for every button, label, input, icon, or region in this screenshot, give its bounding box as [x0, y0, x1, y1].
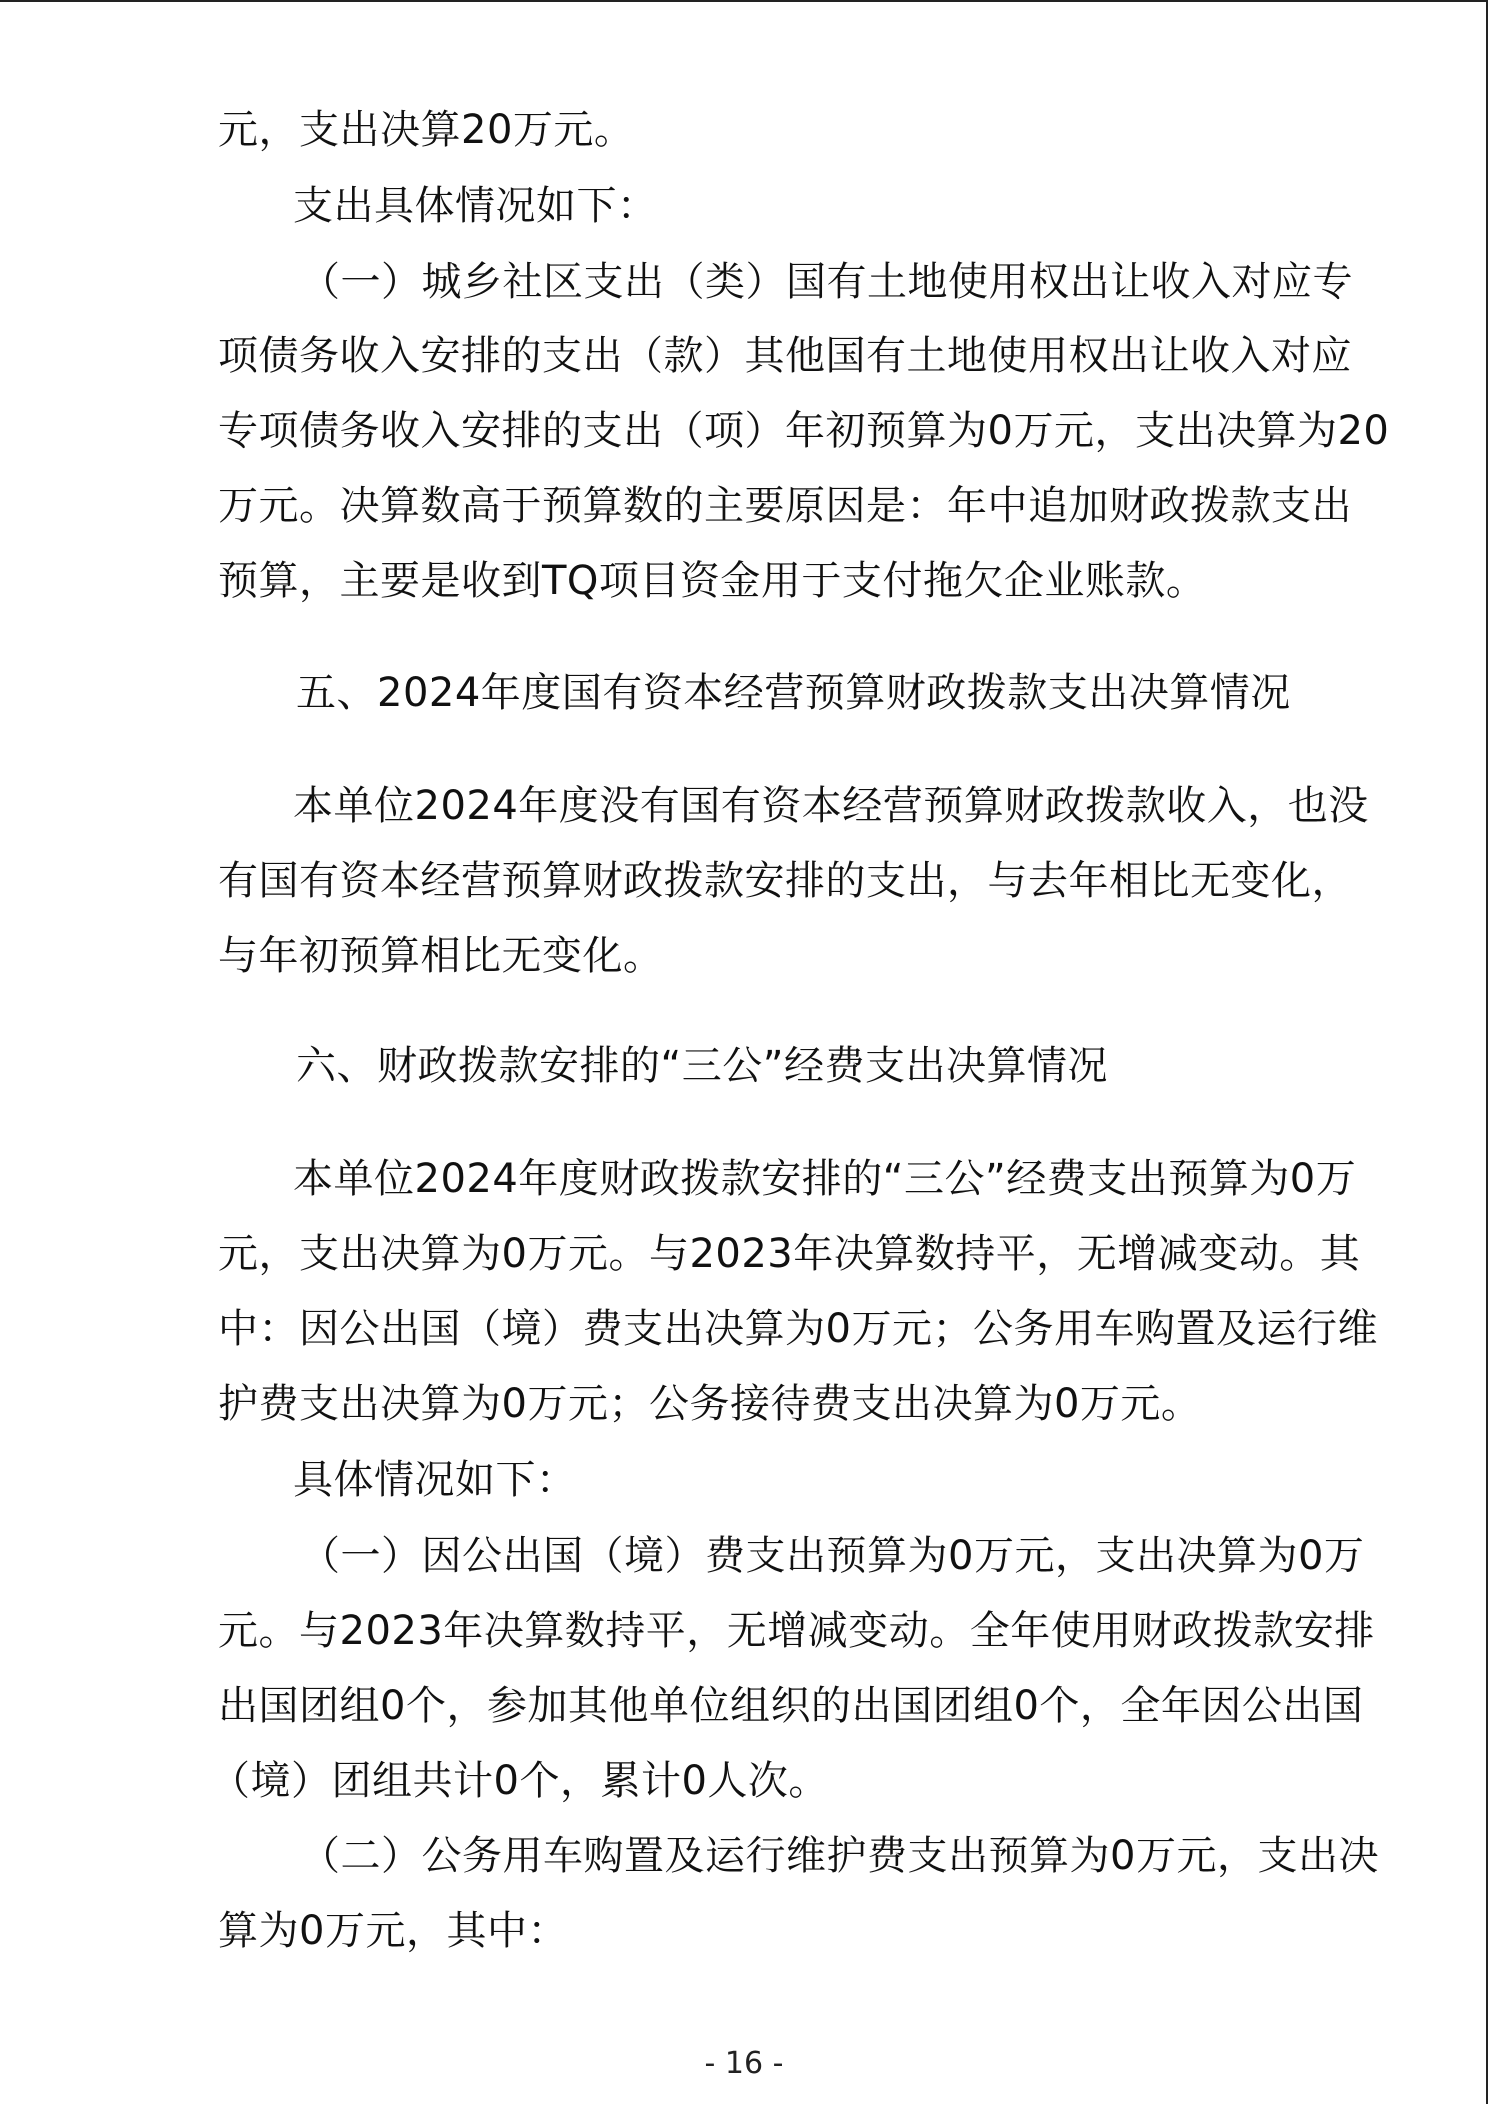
paragraph-line: 项债务收入安排的支出（款）其他国有土地使用权出让收入对应 [218, 333, 1352, 379]
paragraph-line: 与年初预算相比无变化。 [218, 933, 664, 979]
paragraph-line: 元，支出决算20万元。 [218, 107, 635, 153]
paragraph-line: 本单位2024年度财政拨款安排的“三公”经费支出预算为0万 [293, 1156, 1357, 1202]
paragraph-line: 本单位2024年度没有国有资本经营预算财政拨款收入，也没 [293, 783, 1369, 829]
section-heading: 六、财政拨款安排的“三公”经费支出决算情况 [296, 1043, 1108, 1089]
paragraph-line: 支出具体情况如下： [293, 183, 658, 229]
paragraph-line: （境）团组共计0个，累计0人次。 [210, 1758, 829, 1804]
paragraph-line: 预算，主要是收到TQ项目资金用于支付拖欠企业账款。 [218, 558, 1207, 604]
paragraph-line: 专项债务收入安排的支出（项）年初预算为0万元，支出决算为20 [218, 408, 1390, 454]
paragraph-line: 中：因公出国（境）费支出决算为0万元；公务用车购置及运行维 [218, 1306, 1378, 1352]
section-heading: 五、2024年度国有资本经营预算财政拨款支出决算情况 [296, 670, 1291, 716]
paragraph-line: 具体情况如下： [293, 1457, 577, 1503]
paragraph-line: （一）因公出国（境）费支出预算为0万元，支出决算为0万 [300, 1533, 1365, 1579]
paragraph-line: 万元。决算数高于预算数的主要原因是：年中追加财政拨款支出 [218, 483, 1352, 529]
paragraph-line: （二）公务用车购置及运行维护费支出预算为0万元，支出决 [300, 1833, 1379, 1879]
paragraph-line: 出国团组0个，参加其他单位组织的出国团组0个，全年因公出国 [218, 1683, 1364, 1729]
paragraph-line: 有国有资本经营预算财政拨款安排的支出，与去年相比无变化， [218, 858, 1352, 904]
paragraph-line: （一）城乡社区支出（类）国有土地使用权出让收入对应专 [300, 259, 1353, 305]
paragraph-line: 算为0万元，其中： [218, 1908, 568, 1954]
page-number: - 16 - [704, 2046, 784, 2081]
paragraph-line: 元。与2023年决算数持平，无增减变动。全年使用财政拨款安排 [218, 1608, 1375, 1654]
paragraph-line: 护费支出决算为0万元；公务接待费支出决算为0万元。 [218, 1381, 1202, 1427]
paragraph-line: 元，支出决算为0万元。与2023年决算数持平，无增减变动。其 [218, 1231, 1361, 1277]
